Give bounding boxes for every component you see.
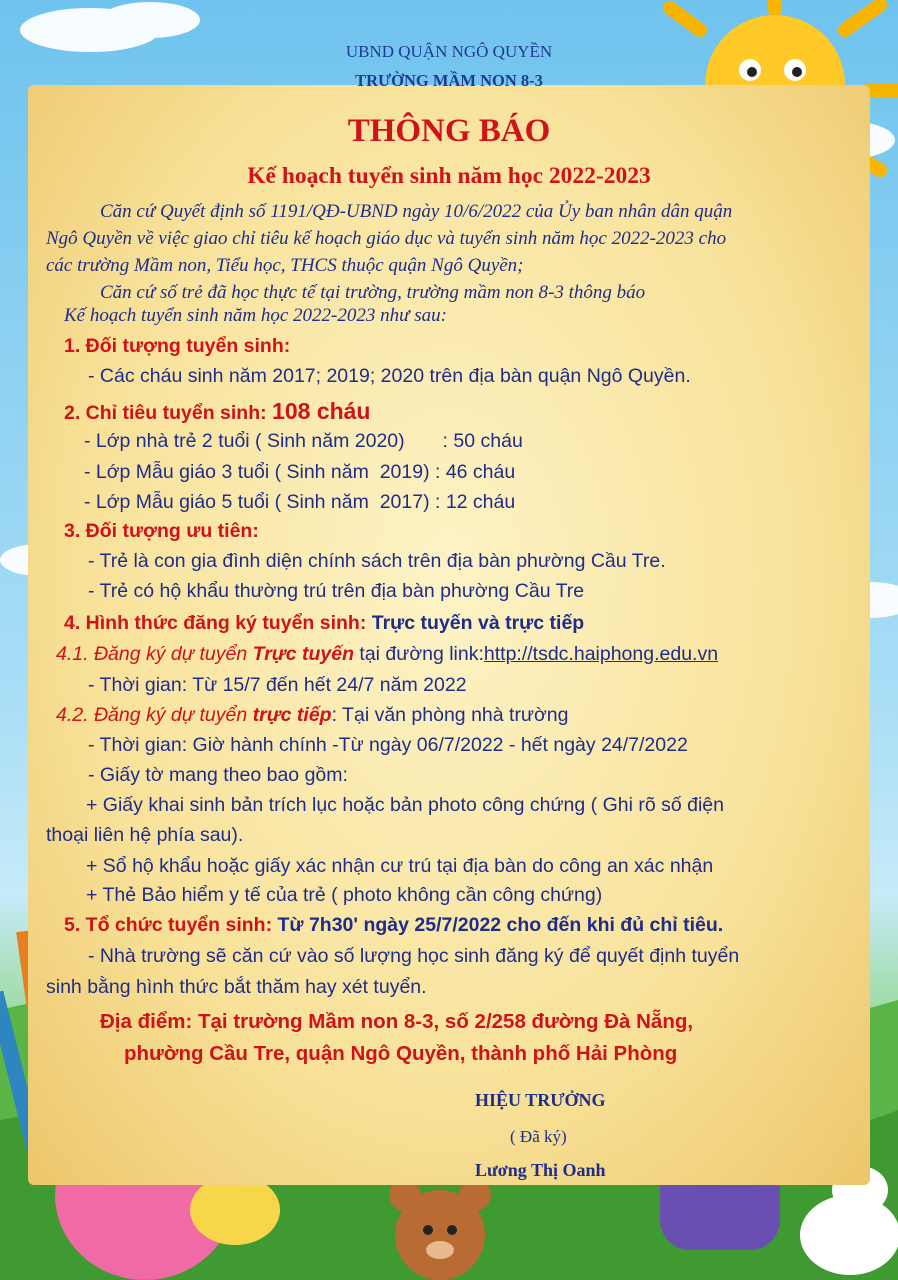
section2-heading-label: 2. Chỉ tiêu tuyển sinh: [64,402,267,424]
section5-heading-label: 5. Tổ chức tuyển sinh: [64,914,273,936]
section3-heading: 3. Đối tượng ưu tiên: [64,520,259,542]
sub1-emphasis: Trực tuyến [252,643,354,665]
list-item: - Trẻ là con gia đình diện chính sách trên địa bàn phường Cầu Tre. [88,550,666,572]
list-item: + Giấy khai sinh bản trích lục hoặc bản photo công chứng ( Ghi rõ số điện [86,794,724,816]
subsection-4-1 [56,643,718,666]
sub1-prefix: 4.1. Đăng ký dự tuyển [56,643,253,665]
signature-role: HIỆU TRƯỞNG [475,1090,606,1110]
section5-heading-value: Từ 7h30' ngày 25/7/2022 cho đến khi đủ chỉ tiêu. [277,914,724,936]
list-item: - Lớp Mẫu giáo 3 tuổi ( Sinh năm 2019) : 46 cháu [84,461,516,483]
list-item: - Lớp Mẫu giáo 5 tuổi ( Sinh năm 2017) : 12 cháu [84,491,516,513]
page-subtitle: Kế hoạch tuyển sinh năm học 2022-2023 [247,163,651,189]
page-title: THÔNG BÁO [347,113,551,149]
subsection-4-2 [56,704,568,727]
section4-heading [64,612,584,635]
section1-heading: 1. Đối tượng tuyển sinh: [64,335,291,357]
list-item: - Giấy tờ mang theo bao gồm: [88,764,348,786]
sub2-prefix: 4.2. Đăng ký dự tuyển [56,704,253,726]
list-item: - Trẻ có hộ khẩu thường trú trên địa bàn phường Cầu Tre [88,580,585,602]
sub2-emphasis: trực tiếp [252,704,332,726]
district-header: UBND QUẬN NGÔ QUYỀN [345,42,553,61]
sub2-text: : Tại văn phòng nhà trường [331,704,569,726]
list-item: - Lớp nhà trẻ 2 tuổi ( Sinh năm 2020) : 50 cháu [84,430,523,452]
list-item: - Nhà trường sẽ căn cứ vào số lượng học sinh đăng ký để quyết định tuyển [88,945,740,967]
signature-name: Lương Thị Oanh [475,1160,606,1180]
intro-line: Căn cứ số trẻ đã học thực tế tại trường, trường mầm non 8-3 thông báo [100,282,646,303]
section2-heading [64,398,370,425]
school-header: TRƯỜNG MẦM NON 8-3 [355,71,543,90]
intro-line: Căn cứ Quyết định số 1191/QĐ-UBND ngày 10/6/2022 của Ủy ban nhân dân quận [100,201,733,222]
section2-total: 108 cháu [272,398,371,424]
signature-status: ( Đã ký) [510,1127,567,1146]
list-item: - Các cháu sinh năm 2017; 2019; 2020 trên địa bàn quận Ngô Quyền. [88,365,691,387]
list-item: + Sổ hộ khẩu hoặc giấy xác nhận cư trú tại địa bàn do công an xác nhận [86,855,714,877]
list-item: - Thời gian: Từ 15/7 đến hết 24/7 năm 2022 [88,674,467,696]
section4-heading-value: Trực tuyến và trực tiếp [371,612,585,634]
intro-line: các trường Mầm non, Tiểu học, THCS thuộc quận Ngô Quyền; [46,255,524,276]
sub1-text: tại đường link: [353,643,484,665]
registration-link[interactable]: http://tsdc.haiphong.edu.vn [483,643,719,665]
section4-heading-label: 4. Hình thức đăng ký tuyển sinh: [64,612,367,634]
intro-line: Ngô Quyền về việc giao chỉ tiêu kế hoạch giáo dục và tuyển sinh năm học 2022-2023 cho [46,228,727,249]
list-item: - Thời gian: Giờ hành chính -Từ ngày 06/7/2022 - hết ngày 24/7/2022 [88,734,688,756]
location-line: phường Cầu Tre, quận Ngô Quyền, thành phố Hải Phòng [124,1042,678,1065]
intro-line: Kế hoạch tuyển sinh năm học 2022-2023 như sau: [64,305,447,326]
section5-heading [64,914,723,937]
location-line: Địa điểm: Tại trường Mầm non 8-3, số 2/258 đường Đà Nẵng, [100,1010,694,1033]
list-item: + Thẻ Bảo hiểm y tế của trẻ ( photo không cần công chứng) [86,884,603,906]
list-item: sinh bằng hình thức bắt thăm hay xét tuyển. [46,976,427,998]
list-item: thoại liên hệ phía sau). [46,824,244,846]
